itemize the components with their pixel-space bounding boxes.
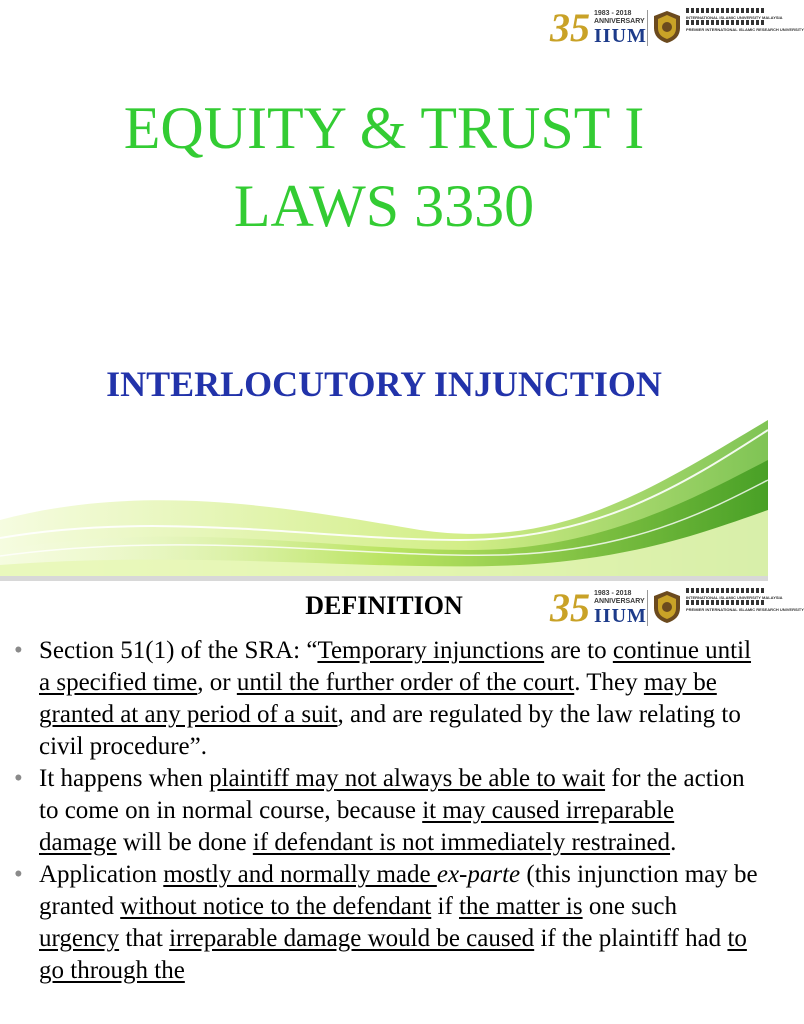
logo-35-numeral: 35 [550, 585, 590, 630]
iium-35th-anniversary-logo [548, 5, 804, 50]
underlined-text: without notice to the defendant [120, 893, 432, 920]
logo-arabic-script [686, 8, 764, 13]
underlined-text: continue until a specified time [39, 637, 752, 696]
text-run: It happens when [39, 765, 210, 792]
logo-acronym: IIUM [594, 25, 647, 47]
text-run: (this injunction may be granted [39, 861, 758, 920]
logo-years: 1983 - 2018 [594, 10, 632, 17]
underlined-text: the matter is [459, 893, 583, 920]
logo-wordmark [686, 8, 804, 32]
text-run: that [119, 925, 170, 952]
logo-university-name: INTERNATIONAL ISLAMIC UNIVERSITY MALAYSIA [686, 15, 783, 20]
text-run: for the action to come on in normal course, because [39, 765, 745, 824]
underlined-text: may be granted at any period of a suit [39, 669, 717, 728]
green-wave-decoration [0, 400, 768, 576]
text-run: Application [39, 861, 164, 888]
underlined-text: if defendant is not immediately restrained [252, 829, 671, 856]
logo-arabic-script [686, 20, 764, 25]
course-title: EQUITY & TRUST I [123, 95, 645, 161]
logo-tagline: PREMIER INTERNATIONAL ISLAMIC RESEARCH UNIVERSITY [686, 607, 804, 612]
text-run: , or [197, 669, 237, 696]
logo-tagline: PREMIER INTERNATIONAL ISLAMIC RESEARCH UNIVERSITY [686, 27, 804, 32]
logo-divider [647, 10, 648, 46]
university-crest-icon [652, 10, 682, 44]
course-code: LAWS 3330 [233, 173, 535, 239]
text-run: if the plaintiff had [534, 925, 728, 952]
underlined-text: urgency [39, 925, 120, 952]
text-run: one such [582, 893, 678, 920]
lecture-topic: INTERLOCUTORY INJUNCTION [106, 364, 662, 404]
logo-university-name: INTERNATIONAL ISLAMIC UNIVERSITY MALAYSIA [686, 595, 783, 600]
underlined-text: to go through the [39, 925, 747, 984]
text-run: . They [574, 669, 644, 696]
text-run: , and are regulated by the law relating to civil procedure”. [39, 701, 741, 760]
text-run: will be done [116, 829, 253, 856]
slide-heading: DEFINITION [305, 591, 463, 620]
text-run: if [431, 893, 460, 920]
underlined-text: irreparable damage would be caused [169, 925, 535, 952]
logo-anniversary: ANNIVERSARY [594, 18, 645, 25]
underlined-text: mostly and normally made [163, 861, 437, 888]
logo-35-numeral: 35 [550, 5, 590, 50]
list-item [14, 859, 758, 987]
list-item [14, 635, 758, 763]
underlined-text: plaintiff may not always be able to wait [209, 765, 606, 792]
underlined-text: it may caused irreparable damage [39, 797, 675, 856]
definition-slide [0, 581, 804, 1024]
logo-years: 1983 - 2018 [594, 590, 632, 597]
definition-list [14, 635, 758, 987]
text-run: Section 51(1) of the SRA: “ [39, 637, 318, 664]
text-run: . [670, 829, 677, 856]
underlined-text: Temporary injunctions [317, 637, 545, 664]
logo-acronym: IIUM [594, 605, 647, 627]
text-run: are to [544, 637, 613, 664]
list-item [14, 763, 758, 859]
logo-anniversary: ANNIVERSARY [594, 598, 645, 605]
italic-text: ex-parte [436, 861, 521, 888]
underlined-text: until the further order of the court [236, 669, 575, 696]
